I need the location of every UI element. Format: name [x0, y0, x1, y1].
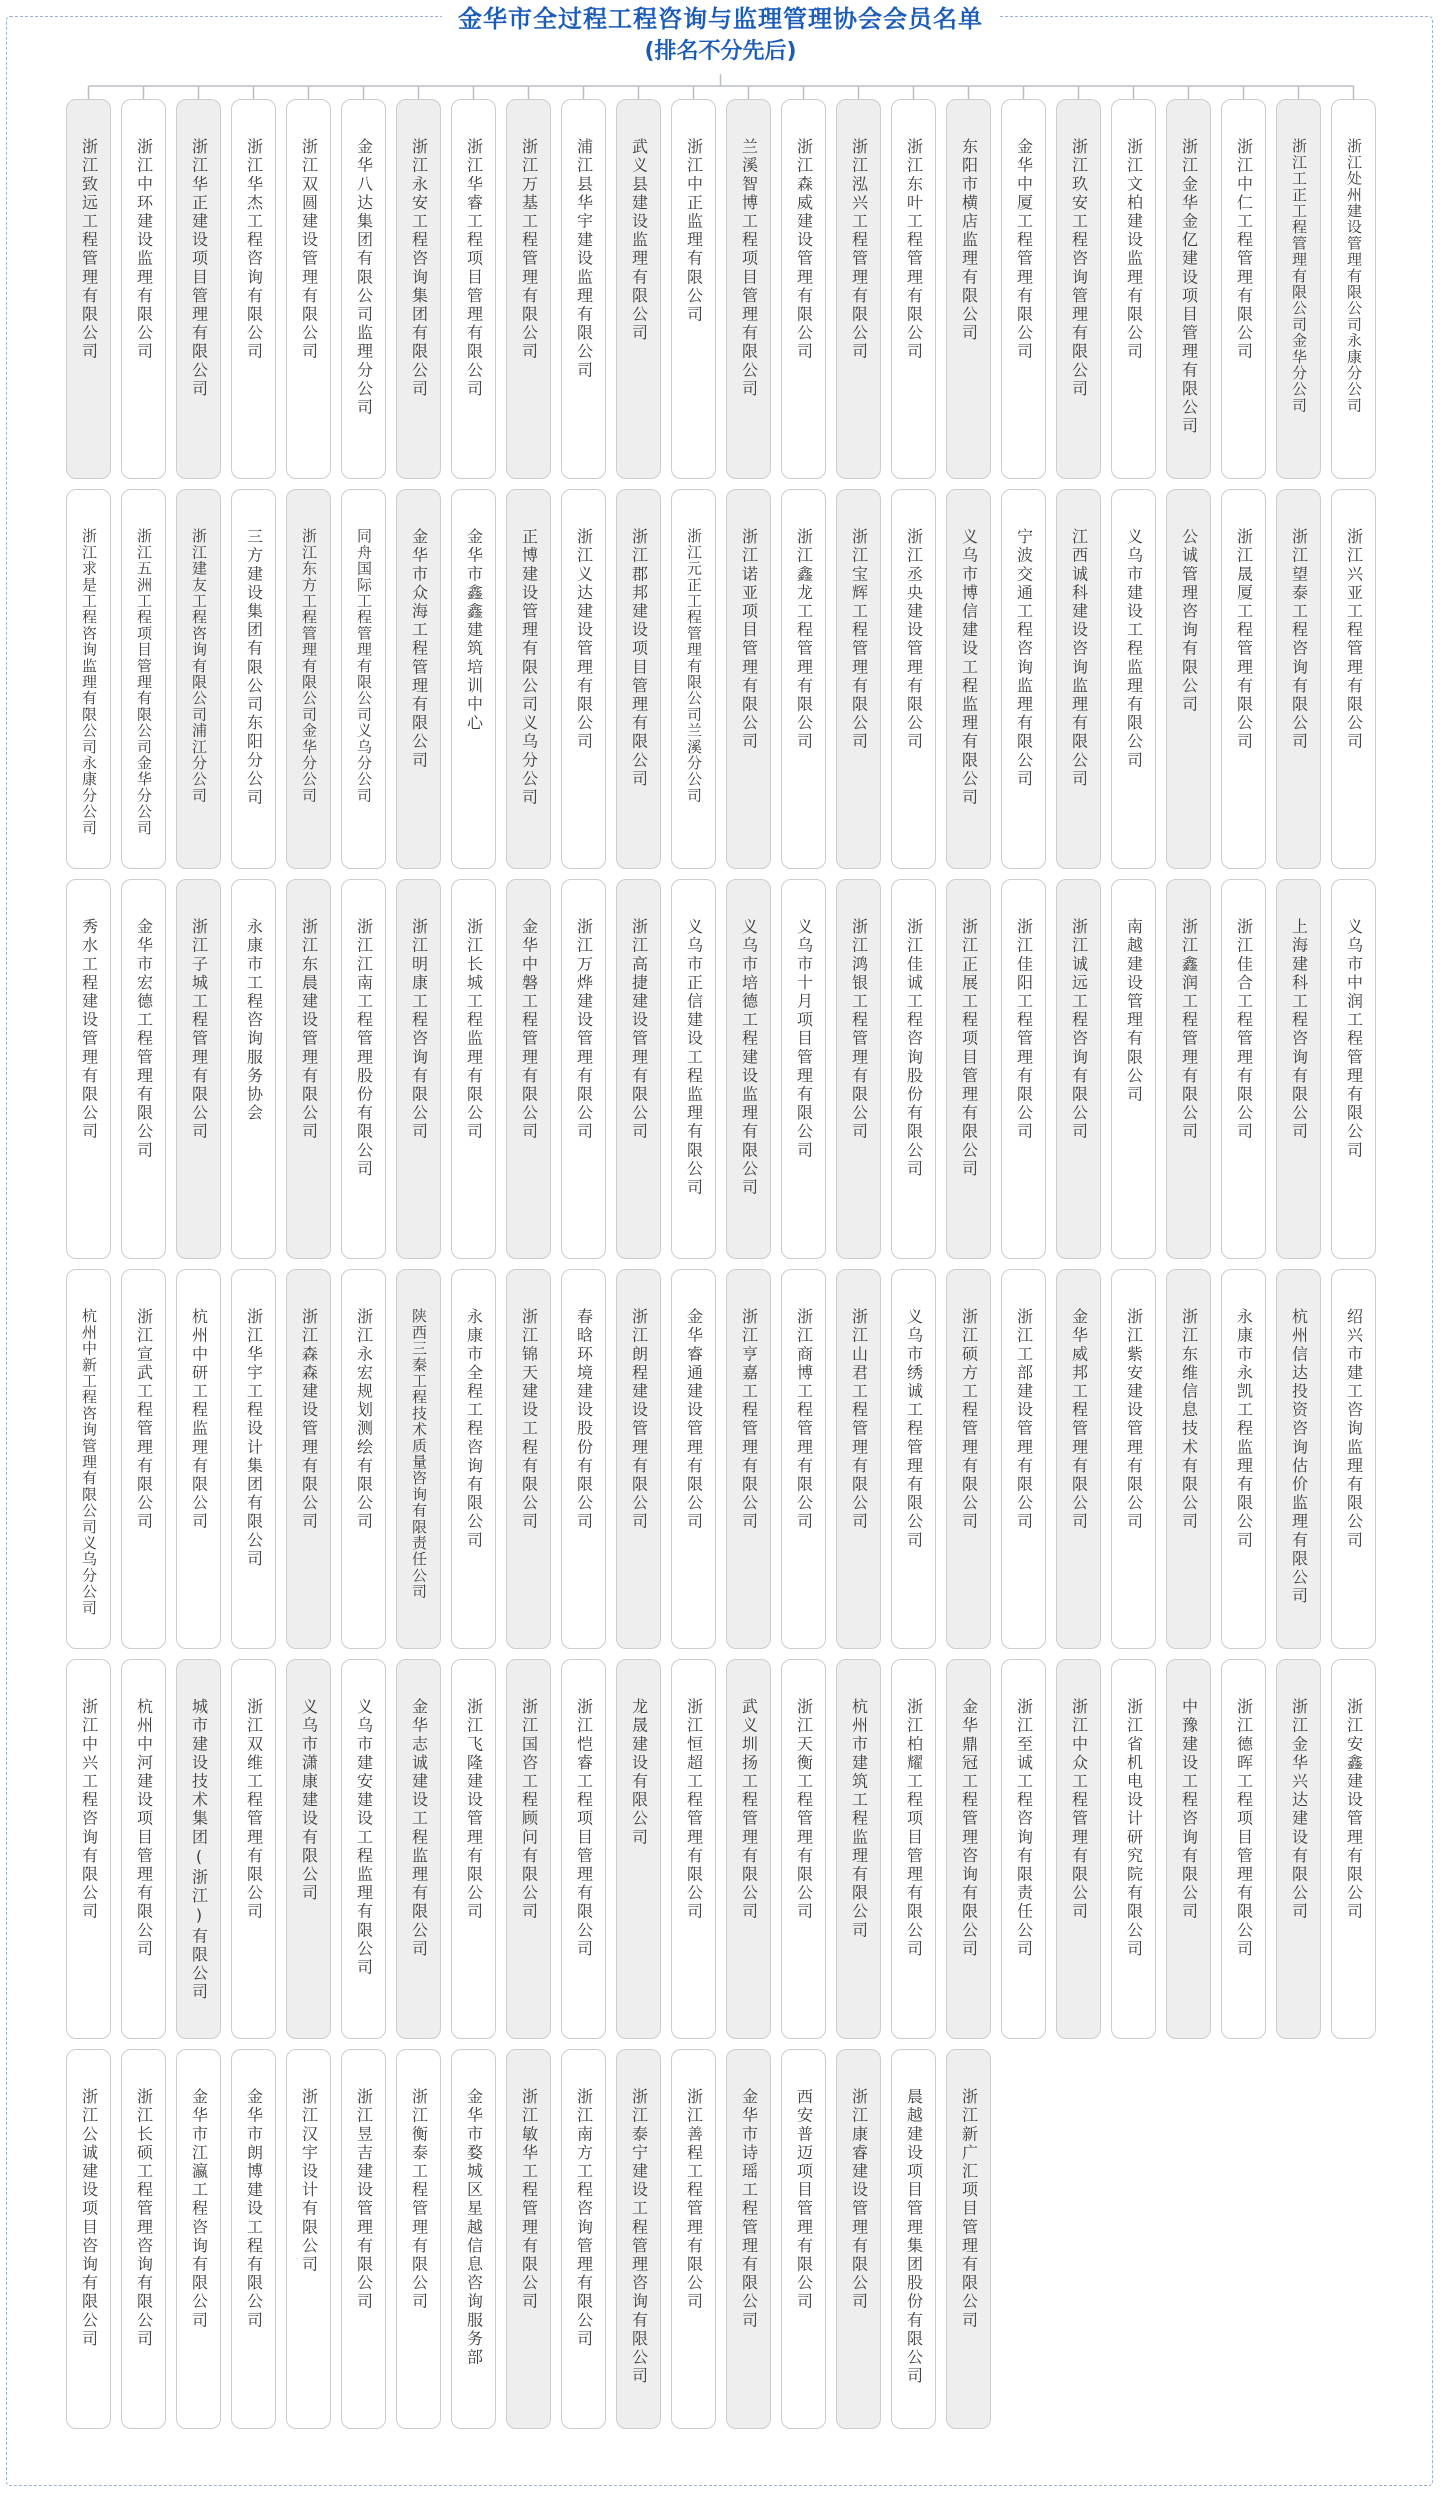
member-name: 浙江恒超工程管理有限公司 — [684, 1698, 704, 1922]
member-name: 浙江中众工程管理有限公司 — [1069, 1698, 1089, 1922]
member-card — [66, 99, 111, 479]
member-card — [286, 99, 331, 479]
member-card — [891, 879, 936, 1259]
member-name: 浙江中仁工程管理有限公司 — [1234, 138, 1254, 362]
member-card — [1111, 99, 1156, 479]
member-name: 义乌市潇康建设有限公司 — [299, 1698, 319, 1903]
member-name: 浙江汉宇设计有限公司 — [299, 2088, 319, 2274]
member-name: 金华市众海工程管理有限公司 — [409, 528, 429, 770]
member-name: 浙江子城工程管理有限公司 — [189, 918, 209, 1142]
member-name: 浙江华正建设项目管理有限公司 — [189, 138, 209, 399]
member-name: 浙江紫安建设管理有限公司 — [1124, 1308, 1144, 1532]
member-card — [1276, 489, 1321, 869]
member-name: 浙江处州建设管理有限公司永康分公司 — [1345, 138, 1363, 414]
member-name: 浙江双圆建设管理有限公司 — [299, 138, 319, 362]
member-card — [891, 489, 936, 869]
member-name: 浙江森森建设管理有限公司 — [299, 1308, 319, 1532]
member-name: 杭州中河建设项目管理有限公司 — [134, 1698, 154, 1959]
member-card — [506, 2049, 551, 2429]
member-name: 金华中厦工程管理有限公司 — [1014, 138, 1034, 362]
member-name: 浙江至诚工程咨询有限责任公司 — [1014, 1698, 1034, 1959]
member-card — [1331, 1269, 1376, 1649]
member-name: 宁波交通工程咨询监理有限公司 — [1014, 528, 1034, 789]
member-name: 浙江中兴工程咨询有限公司 — [79, 1698, 99, 1922]
tree-connector-lines — [0, 0, 1441, 110]
member-name: 浙江国咨工程顾问有限公司 — [519, 1698, 539, 1922]
member-name: 浙江中正监理有限公司 — [684, 138, 704, 324]
member-card — [946, 489, 991, 869]
member-card — [1331, 99, 1376, 479]
member-name: 西安普迈项目管理有限公司 — [794, 2088, 814, 2312]
member-name: 浙江五洲工程项目管理有限公司金华分公司 — [135, 528, 153, 836]
member-name: 浙江建友工程咨询有限公司浦江分公司 — [190, 528, 208, 804]
member-card — [891, 1269, 936, 1649]
member-card — [946, 1659, 991, 2039]
member-card — [176, 99, 221, 479]
member-name: 东阳市横店监理有限公司 — [959, 138, 979, 343]
member-card — [121, 879, 166, 1259]
member-name: 浙江致远工程管理有限公司 — [79, 138, 99, 362]
member-name: 金华市宏德工程管理有限公司 — [134, 918, 154, 1160]
member-card — [616, 1659, 661, 2039]
member-card — [1166, 1659, 1211, 2039]
member-name: 金华市江瀛工程咨询有限公司 — [189, 2088, 209, 2330]
member-name: 浙江永宏规划测绘有限公司 — [354, 1308, 374, 1532]
member-card — [231, 489, 276, 869]
member-card — [341, 99, 386, 479]
member-card — [341, 2049, 386, 2429]
member-card — [66, 489, 111, 869]
member-card — [781, 1269, 826, 1649]
member-name: 三方建设集团有限公司东阳分公司 — [244, 528, 264, 807]
member-card — [451, 879, 496, 1259]
member-card — [561, 2049, 606, 2429]
member-card — [286, 2049, 331, 2429]
member-name: 兰溪智博工程项目管理有限公司 — [739, 138, 759, 399]
member-name: 浙江佳诚工程咨询股份有限公司 — [904, 918, 924, 1179]
member-card — [616, 879, 661, 1259]
member-name: 杭州信达投资咨询估价监理有限公司 — [1289, 1308, 1309, 1606]
member-name: 浙江南方工程咨询管理有限公司 — [574, 2088, 594, 2349]
member-card — [1276, 99, 1321, 479]
member-name: 义乌市十月项目管理有限公司 — [794, 918, 814, 1160]
member-name: 浙江东晨建设管理有限公司 — [299, 918, 319, 1142]
member-name: 金华志诚建设工程监理有限公司 — [409, 1698, 429, 1959]
member-name: 金华睿通建设管理有限公司 — [684, 1308, 704, 1532]
member-name: 浙江飞隆建设管理有限公司 — [464, 1698, 484, 1922]
member-card — [1056, 1659, 1101, 2039]
member-card — [1331, 1659, 1376, 2039]
member-name: 浙江省机电设计研究院有限公司 — [1124, 1698, 1144, 1959]
member-name: 浙江商博工程管理有限公司 — [794, 1308, 814, 1532]
member-name: 公诚管理咨询有限公司 — [1179, 528, 1199, 714]
member-name: 浙江恺睿工程项目管理有限公司 — [574, 1698, 594, 1959]
member-card — [451, 1659, 496, 2039]
member-card — [231, 879, 276, 1259]
member-name: 义乌市建安建设工程监理有限公司 — [354, 1698, 374, 1977]
member-name: 浙江安鑫建设管理有限公司 — [1344, 1698, 1364, 1922]
member-card — [176, 879, 221, 1259]
member-name: 杭州市建筑工程监理有限公司 — [849, 1698, 869, 1940]
member-name: 浙江金华兴达建设有限公司 — [1289, 1698, 1309, 1922]
member-name: 浙江鑫润工程管理有限公司 — [1179, 918, 1199, 1142]
member-card — [616, 99, 661, 479]
member-card — [121, 2049, 166, 2429]
member-name: 浙江元正工程管理有限公司兰溪分公司 — [685, 528, 703, 804]
member-name: 浙江晟厦工程管理有限公司 — [1234, 528, 1254, 752]
member-name: 金华市鑫鑫建筑培训中心 — [464, 528, 484, 733]
member-name: 浙江诺亚项目管理有限公司 — [739, 528, 759, 752]
member-name: 浙江东方工程管理有限公司金华分公司 — [300, 528, 318, 804]
member-card — [836, 489, 881, 869]
member-name: 金华八达集团有限公司监理分公司 — [354, 138, 374, 417]
member-name: 浙江鑫龙工程管理有限公司 — [794, 528, 814, 752]
member-card — [1056, 879, 1101, 1259]
member-card — [1276, 1659, 1321, 2039]
member-card — [396, 2049, 441, 2429]
member-card — [506, 879, 551, 1259]
member-card — [836, 879, 881, 1259]
member-name: 浙江金华金亿建设项目管理有限公司 — [1179, 138, 1199, 436]
member-name: 浙江德晖工程项目管理有限公司 — [1234, 1698, 1254, 1959]
member-card — [451, 489, 496, 869]
member-name: 浙江善程工程管理有限公司 — [684, 2088, 704, 2312]
member-name: 浙江东叶工程管理有限公司 — [904, 138, 924, 362]
page-subtitle: (排名不分先后) — [644, 39, 797, 64]
member-name: 浙江文柏建设监理有限公司 — [1124, 138, 1144, 362]
member-name: 义乌市培德工程建设监理有限公司 — [739, 918, 759, 1197]
member-name: 浙江玖安工程咨询管理有限公司 — [1069, 138, 1089, 399]
member-name: 浙江华宇工程设计集团有限公司 — [244, 1308, 264, 1569]
member-card — [1056, 489, 1101, 869]
member-name: 武义圳扬工程管理有限公司 — [739, 1698, 759, 1922]
member-name: 浙江长城工程监理有限公司 — [464, 918, 484, 1142]
member-name: 浙江森威建设管理有限公司 — [794, 138, 814, 362]
member-card — [1111, 1269, 1156, 1649]
member-card — [1001, 879, 1046, 1259]
member-name: 浙江敏华工程管理有限公司 — [519, 2088, 539, 2312]
member-name: 正博建设管理有限公司义乌分公司 — [519, 528, 539, 807]
member-name: 上海建科工程咨询有限公司 — [1289, 918, 1309, 1142]
member-card — [616, 489, 661, 869]
member-card — [671, 489, 716, 869]
member-card — [121, 489, 166, 869]
member-card — [1331, 879, 1376, 1259]
member-name: 浙江柏耀工程项目管理有限公司 — [904, 1698, 924, 1959]
member-name: 浙江宣武工程管理有限公司 — [134, 1308, 154, 1532]
member-name: 浙江兴亚工程管理有限公司 — [1344, 528, 1364, 752]
member-card — [561, 489, 606, 869]
member-name: 浙江华杰工程咨询有限公司 — [244, 138, 264, 362]
member-name: 永康市全程工程咨询有限公司 — [464, 1308, 484, 1550]
member-card — [396, 1659, 441, 2039]
member-card — [726, 1269, 771, 1649]
member-card — [176, 1659, 221, 2039]
member-name: 杭州中研工程监理有限公司 — [189, 1308, 209, 1532]
member-name: 浙江鸿银工程管理有限公司 — [849, 918, 869, 1142]
member-card — [836, 1659, 881, 2039]
member-name: 浙江正展工程项目管理有限公司 — [959, 918, 979, 1179]
member-card — [836, 2049, 881, 2429]
member-card — [451, 2049, 496, 2429]
member-card — [286, 489, 331, 869]
member-card — [836, 1269, 881, 1649]
member-card — [1166, 879, 1211, 1259]
member-card — [1001, 99, 1046, 479]
member-card — [451, 1269, 496, 1649]
member-card — [66, 2049, 111, 2429]
member-card — [341, 1269, 386, 1649]
member-card — [66, 1269, 111, 1649]
member-card — [1056, 1269, 1101, 1649]
member-name: 浙江诚远工程咨询有限公司 — [1069, 918, 1089, 1142]
member-name: 城市建设技术集团(浙江)有限公司 — [189, 1698, 209, 2002]
member-card — [1166, 489, 1211, 869]
page-title: 金华市全过程工程咨询与监理管理协会会员名单 — [458, 5, 983, 33]
member-name: 杭州中新工程咨询管理有限公司义乌分公司 — [80, 1308, 98, 1616]
member-card — [121, 1659, 166, 2039]
member-name: 金华市朗博建设工程有限公司 — [244, 2088, 264, 2330]
member-card — [1166, 99, 1211, 479]
member-card — [121, 99, 166, 479]
member-card — [231, 2049, 276, 2429]
member-card — [1111, 879, 1156, 1259]
member-name: 浙江泓兴工程管理有限公司 — [849, 138, 869, 362]
member-name: 浙江工正工程管理有限公司金华分公司 — [1290, 138, 1308, 414]
member-card — [451, 99, 496, 479]
member-card — [616, 1269, 661, 1649]
member-card — [671, 1269, 716, 1649]
member-card — [66, 879, 111, 1259]
member-name: 浙江泰宁建设工程管理咨询有限公司 — [629, 2088, 649, 2386]
member-card — [946, 2049, 991, 2429]
member-name: 浙江山君工程管理有限公司 — [849, 1308, 869, 1532]
member-name: 浙江佳合工程管理有限公司 — [1234, 918, 1254, 1142]
member-name: 义乌市正信建设工程监理有限公司 — [684, 918, 704, 1197]
member-card — [616, 2049, 661, 2429]
member-card — [231, 99, 276, 479]
member-card — [506, 99, 551, 479]
member-name: 浙江公诚建设项目咨询有限公司 — [79, 2088, 99, 2349]
member-card — [726, 489, 771, 869]
member-name: 浙江衡泰工程管理有限公司 — [409, 2088, 429, 2312]
member-card — [396, 1269, 441, 1649]
member-card — [946, 99, 991, 479]
member-card — [1276, 879, 1321, 1259]
member-card — [286, 1269, 331, 1649]
member-name: 浙江佳阳工程管理有限公司 — [1014, 918, 1034, 1142]
member-name: 武义县建设监理有限公司 — [629, 138, 649, 343]
member-card — [1056, 99, 1101, 479]
member-name: 浙江义达建设管理有限公司 — [574, 528, 594, 752]
member-card — [396, 489, 441, 869]
member-card — [726, 879, 771, 1259]
member-name: 金华威邦工程管理有限公司 — [1069, 1308, 1089, 1532]
member-card — [396, 879, 441, 1259]
member-card — [1221, 1659, 1266, 2039]
member-name: 浙江郡邦建设项目管理有限公司 — [629, 528, 649, 789]
member-name: 浙江工部建设管理有限公司 — [1014, 1308, 1034, 1532]
member-name: 浙江望泰工程咨询有限公司 — [1289, 528, 1309, 752]
member-card — [506, 1269, 551, 1649]
member-card — [231, 1659, 276, 2039]
member-card — [396, 99, 441, 479]
member-card — [836, 99, 881, 479]
member-name: 义乌市博信建设工程监理有限公司 — [959, 528, 979, 807]
member-name: 浙江求是工程咨询监理有限公司永康分公司 — [80, 528, 98, 836]
member-name: 浙江宝辉工程管理有限公司 — [849, 528, 869, 752]
member-name: 浙江丞央建设管理有限公司 — [904, 528, 924, 752]
member-card — [1001, 1659, 1046, 2039]
member-name: 浦江县华宇建设监理有限公司 — [574, 138, 594, 380]
member-name: 永康市永凯工程监理有限公司 — [1234, 1308, 1254, 1550]
member-name: 浙江新广汇项目管理有限公司 — [959, 2088, 979, 2330]
member-name: 浙江高捷建设管理有限公司 — [629, 918, 649, 1142]
member-name: 浙江中环建设监理有限公司 — [134, 138, 154, 362]
member-name: 浙江亨嘉工程管理有限公司 — [739, 1308, 759, 1532]
member-name: 秀水工程建设管理有限公司 — [79, 918, 99, 1142]
member-card — [561, 1269, 606, 1649]
member-card — [891, 2049, 936, 2429]
member-name: 晨越建设项目管理集团股份有限公司 — [904, 2088, 924, 2386]
member-card — [1221, 489, 1266, 869]
member-name: 浙江康睿建设管理有限公司 — [849, 2088, 869, 2312]
member-card — [1221, 879, 1266, 1259]
member-card — [286, 1659, 331, 2039]
member-name: 春晗环境建设股份有限公司 — [574, 1308, 594, 1532]
member-card — [1221, 99, 1266, 479]
member-card — [506, 489, 551, 869]
member-name: 浙江天衡工程管理有限公司 — [794, 1698, 814, 1922]
member-name: 江西诚科建设咨询监理有限公司 — [1069, 528, 1089, 789]
member-card — [671, 2049, 716, 2429]
member-name: 陕西三秦工程技术质量咨询有限责任公司 — [410, 1308, 428, 1600]
member-name: 浙江双维工程管理有限公司 — [244, 1698, 264, 1922]
member-name: 南越建设管理有限公司 — [1124, 918, 1144, 1104]
member-card — [341, 1659, 386, 2039]
member-card — [176, 489, 221, 869]
member-card — [561, 879, 606, 1259]
member-name: 绍兴市建工咨询监理有限公司 — [1344, 1308, 1364, 1550]
member-card — [121, 1269, 166, 1649]
member-card — [781, 99, 826, 479]
member-card — [561, 99, 606, 479]
member-card — [66, 1659, 111, 2039]
member-card — [1221, 1269, 1266, 1649]
member-card — [891, 99, 936, 479]
member-card — [781, 1659, 826, 2039]
member-card — [286, 879, 331, 1259]
member-name: 龙晟建设有限公司 — [629, 1698, 649, 1847]
member-card — [1001, 1269, 1046, 1649]
member-name: 浙江长硕工程管理咨询有限公司 — [134, 2088, 154, 2349]
member-card — [671, 1659, 716, 2039]
member-card — [1331, 489, 1376, 869]
member-name: 永康市工程咨询服务协会 — [244, 918, 264, 1123]
member-card — [1111, 1659, 1156, 2039]
member-name: 浙江明康工程咨询有限公司 — [409, 918, 429, 1142]
member-name: 金华市诗瑶工程管理有限公司 — [739, 2088, 759, 2330]
member-card — [1111, 489, 1156, 869]
member-name: 中豫建设工程咨询有限公司 — [1179, 1698, 1199, 1922]
member-name: 浙江东维信息技术有限公司 — [1179, 1308, 1199, 1532]
member-name: 同舟国际工程管理有限公司义乌分公司 — [355, 528, 373, 804]
member-name: 浙江万基工程管理有限公司 — [519, 138, 539, 362]
member-name: 义乌市建设工程监理有限公司 — [1124, 528, 1144, 770]
member-card — [726, 99, 771, 479]
member-card — [1166, 1269, 1211, 1649]
member-name: 浙江华睿工程项目管理有限公司 — [464, 138, 484, 399]
member-card — [781, 2049, 826, 2429]
member-card — [176, 1269, 221, 1649]
member-card — [561, 1659, 606, 2039]
member-name: 金华市婺城区星越信息咨询服务部 — [464, 2088, 484, 2367]
member-card — [726, 2049, 771, 2429]
member-name: 浙江锦天建设工程有限公司 — [519, 1308, 539, 1532]
member-name: 浙江硕方工程管理有限公司 — [959, 1308, 979, 1532]
member-name: 义乌市中润工程管理有限公司 — [1344, 918, 1364, 1160]
member-card — [1276, 1269, 1321, 1649]
member-name: 浙江朗程建设管理有限公司 — [629, 1308, 649, 1532]
member-card — [341, 489, 386, 869]
member-card — [781, 879, 826, 1259]
member-card — [231, 1269, 276, 1649]
member-card — [671, 879, 716, 1259]
member-card — [781, 489, 826, 869]
member-name: 金华中磐工程管理有限公司 — [519, 918, 539, 1142]
member-card — [671, 99, 716, 479]
member-name: 浙江江南工程管理股份有限公司 — [354, 918, 374, 1179]
member-card — [1001, 489, 1046, 869]
member-card — [946, 1269, 991, 1649]
member-name: 金华鼎冠工程管理咨询有限公司 — [959, 1698, 979, 1959]
member-card — [506, 1659, 551, 2039]
member-name: 义乌市绣诚工程管理有限公司 — [904, 1308, 924, 1550]
member-name: 浙江昱吉建设管理有限公司 — [354, 2088, 374, 2312]
member-card — [176, 2049, 221, 2429]
member-card — [726, 1659, 771, 2039]
member-card — [891, 1659, 936, 2039]
member-name: 浙江永安工程咨询集团有限公司 — [409, 138, 429, 399]
member-card — [946, 879, 991, 1259]
member-card — [341, 879, 386, 1259]
member-name: 浙江万烨建设管理有限公司 — [574, 918, 594, 1142]
